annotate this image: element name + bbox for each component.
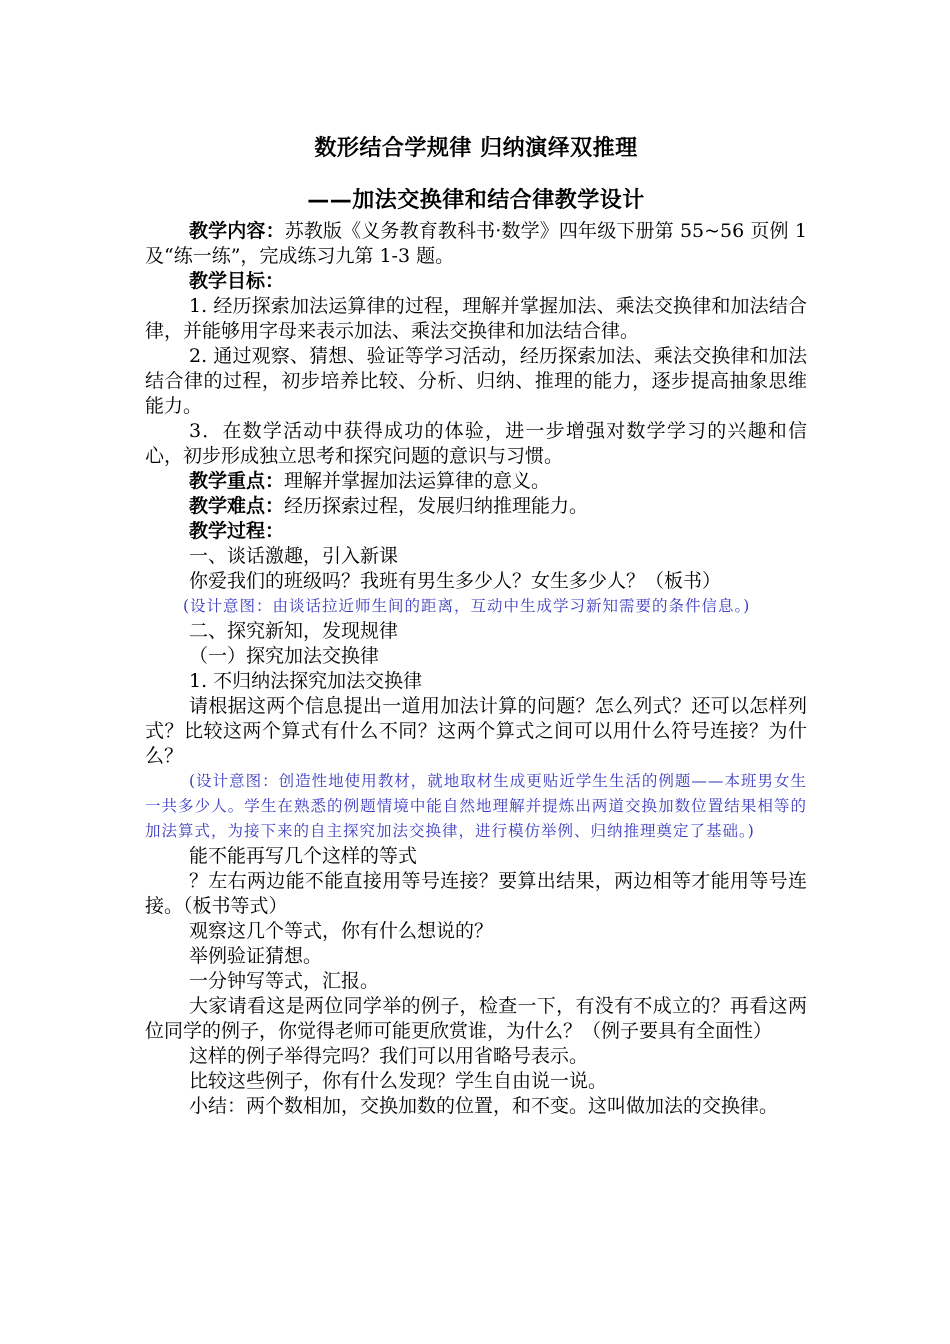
paragraph-10: 小结：两个数相加，交换加数的位置，和不变。这叫做加法的交换律。 (189, 1095, 779, 1117)
content-paragraph (145, 219, 807, 269)
process-label: 教学过程： (189, 520, 285, 542)
paragraph-6: 一分钟写等式，汇报。 (189, 970, 380, 992)
difficulty-text: 经历探索过程，发展归纳推理能力。 (284, 495, 589, 517)
paragraph-9: 比较这些例子，你有什么发现？学生自由说一说。 (189, 1070, 608, 1092)
process-heading (145, 519, 807, 544)
content-text: 苏教版《义务教育教科书·数学》四年级下册第 55~56 页例 1 及“练一练”，完成练习九第 1-3 题。 (145, 220, 807, 267)
design-note-2: (设计意图：创造性地使用教材，就地取材生成更贴近学生生活的例题——本班男女生一共多少人。学生在熟悉的例题情境中能自然地理解并提炼出两道交换加数位置结果相等的加法算式，为接下来的自主探究加法交换律，进行模仿举例、归纳推理奠定了基础。) (145, 772, 807, 840)
section-1-heading: 一、谈话激趣，引入新课 (189, 545, 399, 567)
difficulty-paragraph (145, 494, 807, 519)
goals-label: 教学目标： (189, 270, 285, 292)
subsection-1-heading: （一）探究加法交换律 (189, 645, 380, 667)
goal-item-1: 1. 经历探索加法运算律的过程，理解并掌握加法、乘法交换律和加法结合律，并能够用字母来表示加法、乘法交换律和加法结合律。 (145, 295, 807, 342)
paragraph-5: 举例验证猜想。 (189, 945, 323, 967)
paragraph-1: 请根据这两个信息提出一道用加法计算的问题？怎么列式？还可以怎样列式？比较这两个算式有什么不同？这两个算式之间可以用什么符号连接？为什么？ (145, 695, 807, 767)
document-page (145, 128, 807, 1119)
question-1: 你爱我们的班级吗？我班有男生多少人？女生多少人？（板书） (189, 570, 722, 592)
goal-item-2: 2. 通过观察、猜想、验证等学习活动，经历探索加法、乘法交换律和加法结合律的过程，初步培养比较、分析、归纳、推理的能力，逐步提高抽象思维能力。 (145, 345, 807, 417)
design-note-1: (设计意图：由谈话拉近师生间的距离，互动中生成学习新知需要的条件信息。) (183, 597, 751, 615)
paragraph-4: 观察这几个等式，你有什么想说的？ (189, 920, 494, 942)
goal-item-3: 3．在数学活动中获得成功的体验，进一步增强对数学学习的兴趣和信心，初步形成独立思考和探究问题的意识与习惯。 (145, 420, 807, 467)
content-label: 教学内容： (189, 220, 285, 242)
goals-heading (145, 269, 807, 294)
document-subtitle: ——加法交换律和结合律教学设计 (307, 188, 645, 213)
paragraph-3: ？左右两边能不能直接用等号连接？要算出结果，两边相等才能用等号连接。（板书等式） (145, 870, 807, 917)
key-point-label: 教学重点： (189, 470, 285, 492)
section-2-heading: 二、探究新知，发现规律 (189, 620, 399, 642)
key-point-paragraph (145, 469, 807, 494)
document-title: 数形结合学规律 归纳演绎双推理 (314, 136, 638, 161)
paragraph-7: 大家请看这是两位同学举的例子，检查一下，有没有不成立的？再看这两位同学的例子，你觉得老师可能更欣赏谁，为什么？（例子要具有全面性） (145, 995, 807, 1042)
paragraph-8: 这样的例子举得完吗？我们可以用省略号表示。 (189, 1045, 589, 1067)
paragraph-2: 能不能再写几个这样的等式 (189, 845, 418, 867)
step-1-heading: 1. 不归纳法探究加法交换律 (189, 670, 423, 692)
key-point-text: 理解并掌握加法运算律的意义。 (284, 470, 551, 492)
difficulty-label: 教学难点： (189, 495, 285, 517)
